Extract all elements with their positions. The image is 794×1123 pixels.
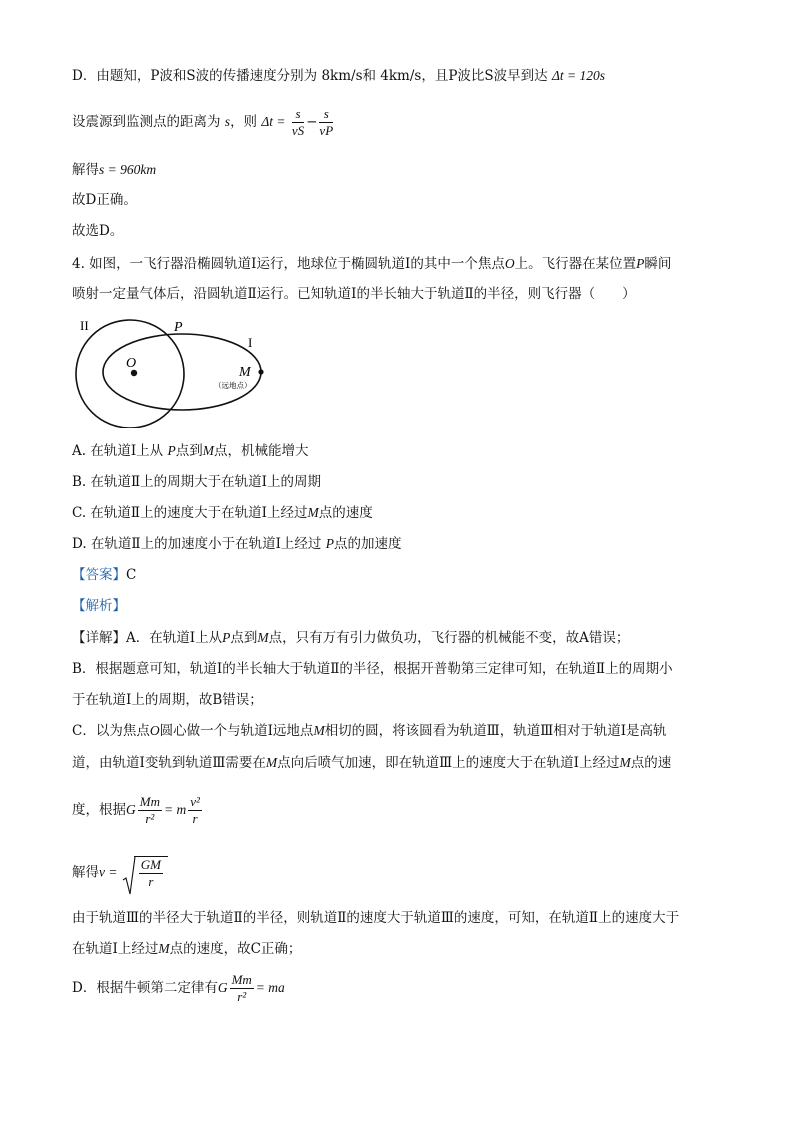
- solve-s-line: 解得s = 960km: [72, 162, 157, 178]
- detail-c-line5: 由于轨道Ⅲ的半径大于轨道Ⅱ的半径，则轨道Ⅱ的速度大于轨道Ⅲ的速度，可知，在轨道Ⅱ上的速度大于: [72, 910, 680, 926]
- fraction-v2-over-r: $\frac{\text{v²}}{r}$: [190, 794, 200, 826]
- choose-d: 故选D。: [72, 223, 124, 239]
- detail-a-line: 【详解】A．在轨道Ⅰ上从P点到M点，只有万有引力做负功，飞行器的机械能不变，故A错误；: [72, 630, 630, 646]
- analysis-tag: 【解析】: [72, 598, 126, 614]
- solution-d-line: D．由题知，P波和S波的传播速度分别为 8km/s和 4km/s，且P波比S波早到达 Δt = 120s: [72, 68, 606, 84]
- fraction-mm-over-r2-d: $\frac{Mm}{\text{r²}}$: [231, 972, 252, 1004]
- detail-c-line1: C．以为焦点O圆心做一个与轨道Ⅰ远地点M相切的圆，将该圆看为轨道Ⅲ，轨道Ⅲ相对于轨道Ⅰ是高轨: [72, 723, 667, 739]
- question-4-line1: 4. 如图，一飞行器沿椭圆轨道Ⅰ运行，地球位于椭圆轨道Ⅰ的其中一个焦点O上。飞行器在某位置P瞬间: [72, 256, 672, 272]
- label-o: O: [126, 356, 137, 371]
- option-d: D. 在轨道Ⅱ上的加速度小于在轨道Ⅰ上经过 P点的加速度: [72, 536, 402, 552]
- detail-c-line6: 在轨道Ⅰ上经过M点的速度，故C正确；: [72, 941, 302, 957]
- question-4-line2: 喷射一定量气体后，沿圆轨道Ⅱ运行。已知轨道Ⅰ的半长轴大于轨道Ⅱ的半径，则飞行器（ ）: [72, 286, 636, 302]
- detail-d-line: D．根据牛顿第二定律有G $\frac{Mm}{\text{r²}}$ = ma: [72, 972, 285, 1004]
- detail-b-line2: 于在轨道Ⅰ上的周期，故B错误；: [72, 692, 263, 708]
- answer-line: 【答案】C: [72, 567, 137, 583]
- circular-orbit-ii: [76, 320, 184, 428]
- orbit-diagram: [72, 316, 272, 428]
- sqrt-gm-over-r: $\frac{GM}{r}$: [122, 856, 168, 890]
- label-apogee: （远地点）: [214, 381, 252, 390]
- detail-c-line3-formula: 度，根据G $\frac{Mm}{\text{r²}}$ = m $\frac{\text{v²}}{r}$: [72, 794, 200, 826]
- conclusion-d: 故D正确。: [72, 192, 137, 208]
- fraction-mm-over-r2: $\frac{Mm}{\text{r²}}$: [139, 794, 160, 826]
- option-c: C. 在轨道Ⅱ上的速度大于在轨道Ⅰ上经过M点的速度: [72, 505, 373, 521]
- label-ii: II: [80, 318, 89, 333]
- fraction-s-over-vs: $\frac{s}{vS}$: [291, 106, 305, 138]
- apogee-dot: [258, 369, 263, 374]
- solve-v-line: 解得v = $\frac{GM}{r}$: [72, 856, 168, 890]
- detail-c-line2: 道，由轨道Ⅰ变轨到轨道Ⅲ需要在M点向后喷气加速，即在轨道Ⅲ上的速度大于在轨道Ⅰ上经过M点的速: [72, 755, 672, 771]
- label-m: M: [239, 365, 251, 380]
- option-b: B. 在轨道Ⅱ上的周期大于在轨道Ⅰ上的周期: [72, 474, 322, 490]
- label-p: P: [174, 320, 183, 335]
- elliptical-orbit-i: [103, 334, 261, 410]
- radical-sign-icon: [122, 856, 136, 896]
- detail-b-line1: B．根据题意可知，轨道Ⅰ的半长轴大于轨道Ⅱ的半径，根据开普勒第三定律可知，在轨道Ⅱ上的周期小: [72, 661, 673, 677]
- fraction-s-over-vp: $\frac{s}{vP}$: [319, 106, 334, 138]
- distance-formula-line: 设震源到监测点的距离为 s，则 Δt = $\frac{s}{vS}$ − $\frac{s}{vP}$: [72, 106, 334, 138]
- label-i: I: [248, 335, 253, 350]
- option-a: A. 在轨道Ⅰ上从 P点到M点，机械能增大: [72, 443, 309, 459]
